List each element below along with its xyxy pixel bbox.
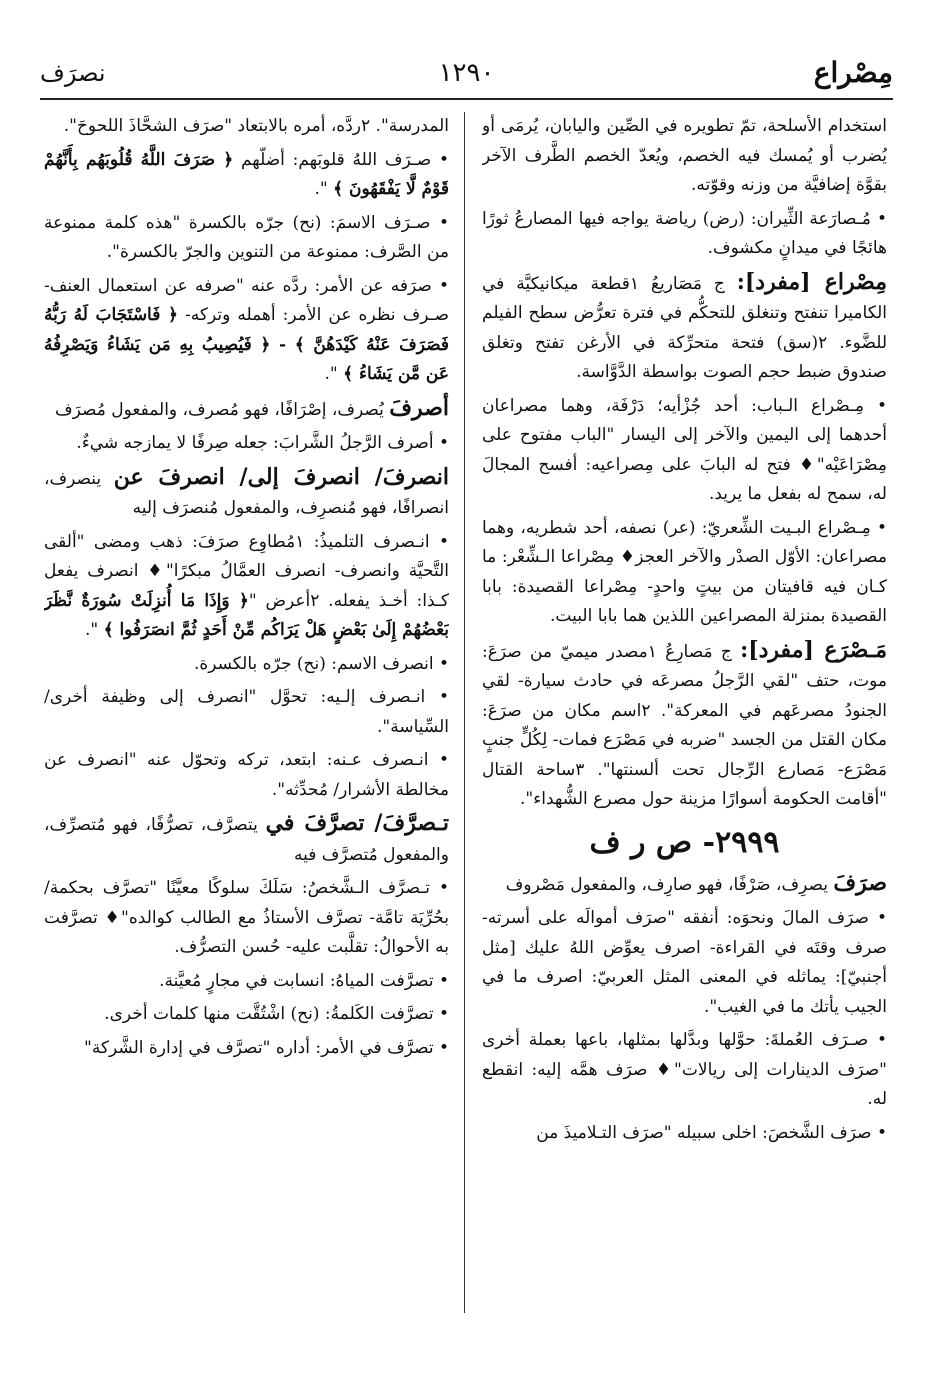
quran-quote: ﴿ صَرَفَ اللَّهُ قُلُوبَهُم بِأَنَّهُمْ قَوْمٌ لَّا يَفْقَهُونَ ﴾: [44, 149, 449, 199]
entry-paragraph: • انـصرف عـنه: ابتعد، تركه وتحوّل عنه "انصرف عن مخالطة الأشرار/ مُحدِّثه".: [44, 750, 449, 800]
entry-paragraph: المدرسة". ٢ردَّه، أمره بالابتعاد "صرَف الشحَّاذَ اللحوحَ".: [63, 116, 449, 136]
headword: أصرفَ: [389, 394, 449, 421]
entry-paragraph: • تصرَّفت المياهُ: انسابت في مجارٍ مُعيَّنة.: [159, 970, 449, 991]
header-rule: [40, 98, 893, 100]
headword: انصرفَ/ انصرفَ إلى/ انصرفَ عن: [113, 463, 449, 490]
page-number: ١٢٩٠: [438, 58, 495, 88]
entry-paragraph: • صرَفه عن الأمر: ردَّه عنه "صرفه عن استعمال العنف- صـرف نظره عن الأمر: أهمله وتركه- ﴿ فَاسْتَجَابَ لَهُ رَبُّهُ فَصَرَفَ عَنْهُ كَيْدَهُنَّ ﴾ - ﴿ فَيُصِيبُ بِهِ مَن يَشَاءُ وَيَصْرِفُهُ عَن مَّن يَشَاءُ ﴾ ".: [44, 275, 449, 384]
headword: صرَفَ: [833, 869, 887, 896]
entry-text: • صرَفه عن الأمر: ردَّه عنه "صرفه عن استعمال العنف- صـرف نظره عن الأمر: أهمله وتركه-: [44, 275, 449, 325]
entry-paragraph: [44, 809, 449, 870]
entry-paragraph: • تصرَّف في الأمر: أداره "تصرَّف في إدارة الشَّركة": [84, 1037, 449, 1058]
entry-paragraph: [44, 394, 449, 426]
root-heading: ٢٩٩٩- ص ر ف: [589, 824, 780, 860]
entry-paragraph: • مِـصْراع الـباب: أحد جُزْأيه؛ دَرْفَة، وهما مصراعان أحدهما إلى اليمين والآخر إلى اليسار "الباب مفتوح على مِصْرَاعَيْه"♦ فتح له البابَ على مِصراعيه: أفسح المجالَ له، سمح له بفعل ما يريد.: [482, 395, 887, 504]
entry-paragraph: [44, 463, 449, 524]
entry-paragraph: • انـصرف إلـيه: تحوَّل "انصرف إلى وظيفة أخرى/ السِّياسة".: [44, 687, 449, 737]
entry-paragraph: • انصرف الاسم: (نح) جرّه بالكسرة.: [193, 653, 449, 674]
header-left-guide-word: نصرَف: [40, 59, 106, 87]
entry-paragraph: • مِـصْراع البـيت الشِّعريّ: (عر) نصفه، أحد شطريه، وهما مصراعان: الأوّل الصدْر والآخر العجز♦ مِصْراعا الـشِّعْر: ما كـان فيه قافيتان من بيتٍ واحدٍ- مِصْراعا القصيدة: بابا القصيدة بمنزلة المصراعين اللذين هما بابا البيت.: [482, 517, 887, 626]
entry-paragraph: [482, 869, 887, 901]
entry-paragraph: • أصرف الرَّجلُ الشَّرابَ: جعله صِرفًا لا يمازجه شيءٌ.: [76, 433, 449, 453]
entry-paragraph: • انـصرف التلميذُ: ١مُطاوِع صرَفَ: ذهب ومضى "ألقى التَّحيَّة وانصرف- انصرف العمَّالُ مبكرًا"♦ انصرف يفعل كـذا: أخـذ يفعله. ٢أعرض "﴿ وَإِذَا مَا أُنزِلَتْ سُورَةٌ نَّظَرَ بَعْضُهُمْ إِلَىٰ بَعْضٍ هَلْ يَرَاكُم مِّنْ أَحَدٍ ثُمَّ انصَرَفُوا ﴾ ".: [44, 531, 449, 640]
quran-quote: ﴿ وَإِذَا مَا أُنزِلَتْ سُورَةٌ نَّظَرَ بَعْضُهُمْ إِلَىٰ بَعْضٍ هَلْ يَرَاكُم مِّنْ أَحَدٍ ثُمَّ انصَرَفُوا ﴾: [44, 590, 449, 640]
quran-quote: ﴿ فَاسْتَجَابَ لَهُ رَبُّهُ فَصَرَفَ عَنْهُ كَيْدَهُنَّ ﴾ - ﴿ فَيُصِيبُ بِهِ مَن يَشَاءُ وَيَصْرِفُهُ عَن مَّن يَشَاءُ ﴾: [44, 305, 449, 384]
entry-paragraph: • صـرَف العُملةَ: حوَّلها وبدَّلها بمثلها، باعها بعملة أخرى "صرَف الدينارات إلى ريالات"♦ صرَف همَّه إليه: انقطع له.: [482, 1030, 887, 1109]
entry-paragraph: • تصرَّفت الكَلمةُ: (نح) اشْتُقَّت منها كلمات أخرى.: [104, 1004, 449, 1024]
entry-paragraph: [482, 636, 887, 815]
column-separator: [464, 112, 465, 1313]
page-header: [40, 55, 893, 97]
entry-paragraph: [482, 268, 887, 388]
right-column: [482, 112, 887, 1313]
entry-paragraph: استخدام الأسلحة، تمّ تطويره في الصِّين واليابان، يُرمَى أو يُضرب أو يُمسك فيه الخصم، ويُعدّ الخصم الطَّرف الآخر بقوَّة إضافيَّة من وزنه وقوّته.: [482, 116, 887, 195]
entry-text: ج مَصارِعُ ١مصدر ميميّ من صرَعَ: موت، حتف "لقي الرَّجلُ مصرعَه في حادث سيارة- لقي الجنودُ مصرعَهم في المعركة". ٢اسم مكان من صرَعَ: مكان القتل من الجسد "ضربه في مَصْرَع فمات- لِكُلٍّ جنبٍ مَصْرَع- مَصارع الرِّجال تحت ألسنتها". ٣ساحة القتال "أقامت الحكومة أسوارًا مزينة حول مصرع الشُّهداء".: [482, 641, 887, 809]
entry-text: • صـرَف اللهُ قلوبَهم: أضلّهم: [240, 149, 449, 170]
entry-paragraph: • صـرَف الاسمَ: (نح) جرّه بالكسرة "هذه كلمة ممنوعة من الصَّرف: ممنوعة من التنوين والجرّ بالكسرة".: [44, 212, 449, 262]
entry-text: يصرِف، صَرْفًا، فهو صارِف، والمفعول مَصْروف: [505, 874, 828, 895]
header-right-guide-word: مِصْراع: [813, 56, 893, 89]
entry-text: يتصرَّف، تصرُّفًا، فهو مُتصرِّف، والمفعول مُتصرَّف فيه: [44, 815, 449, 865]
headword: مِصْراع [مفرد]:: [736, 268, 887, 295]
headword: مَـصْرَع [مفرد]:: [740, 636, 887, 663]
entry-text: ج مَصَاريعُ ١قطعة ميكانيكيَّة في الكاميرا تنفتح وتنغلق للتحكُّم في فترة تعرُّض سطح الفيلم للضَّوء. ٢(سق) فتحة متحرِّكة في الأرغن تفتح وتغلق صندوق ضبط حجم الصوت بواسطة الدَّوَّاسة.: [482, 273, 887, 382]
entry-text: ينصرف، انصرافًا، فهو مُنصرِف، والمفعول مُنصرَف إليه: [44, 468, 449, 518]
entry-paragraph: • صرَف الشَّخصَ: اخلى سبيله "صرَف التـلاميذَ من: [536, 1122, 887, 1143]
entry-paragraph: • تـصرَّف الـشَّخصُ: سَلَكَ سلوكًا معيَّنًا "تصرَّف بحكمة/ بحُرِّيَة تامَّة- تصرَّف الأستاذُ مع الطالب كوالده"♦ تصرَّفت به الأحوالُ: تقلَّبت عليه- حُسن التصرُّف.: [44, 878, 449, 957]
entry-text: يُصرف، إصْرَافًا، فهو مُصرف، والمفعول مُصرَف: [55, 399, 384, 420]
entry-paragraph: • صرَف المالَ ونحوَه: أنفقه "صرَف أموالَه على أسرته- صرف وقتَه في القراءة- اصرف يعوِّض اللهُ عليك [مثل أجنبيّ]: يماثله في المعنى المثل العربيّ: اصرف ما في الجيب يأتك ما في الغيب".: [482, 908, 887, 1017]
left-column: [44, 112, 449, 1313]
entry-paragraph: • مُـصارَعة الثِّيران: (رض) رياضة يواجه فيها المصارعُ ثورًا هائجًا في ميدانٍ مكشوف.: [482, 208, 887, 258]
entry-text: • انـصرف التلميذُ: ١مُطاوِع صرَفَ: ذهب ومضى "ألقى التَّحيَّة وانصرف- انصرف العمَّالُ مبكرًا"♦ انصرف يفعل كـذا: أخـذ يفعله. ٢أعرض: [44, 531, 449, 611]
headword: تـصرَّفَ/ تصرَّفَ في: [265, 810, 449, 836]
entry-paragraph: • صـرَف اللهُ قلوبَهم: أضلّهم ﴿ صَرَفَ اللَّهُ قُلُوبَهُم بِأَنَّهُمْ قَوْمٌ لَّا يَفْقَهُونَ ﴾ ".: [44, 149, 449, 199]
